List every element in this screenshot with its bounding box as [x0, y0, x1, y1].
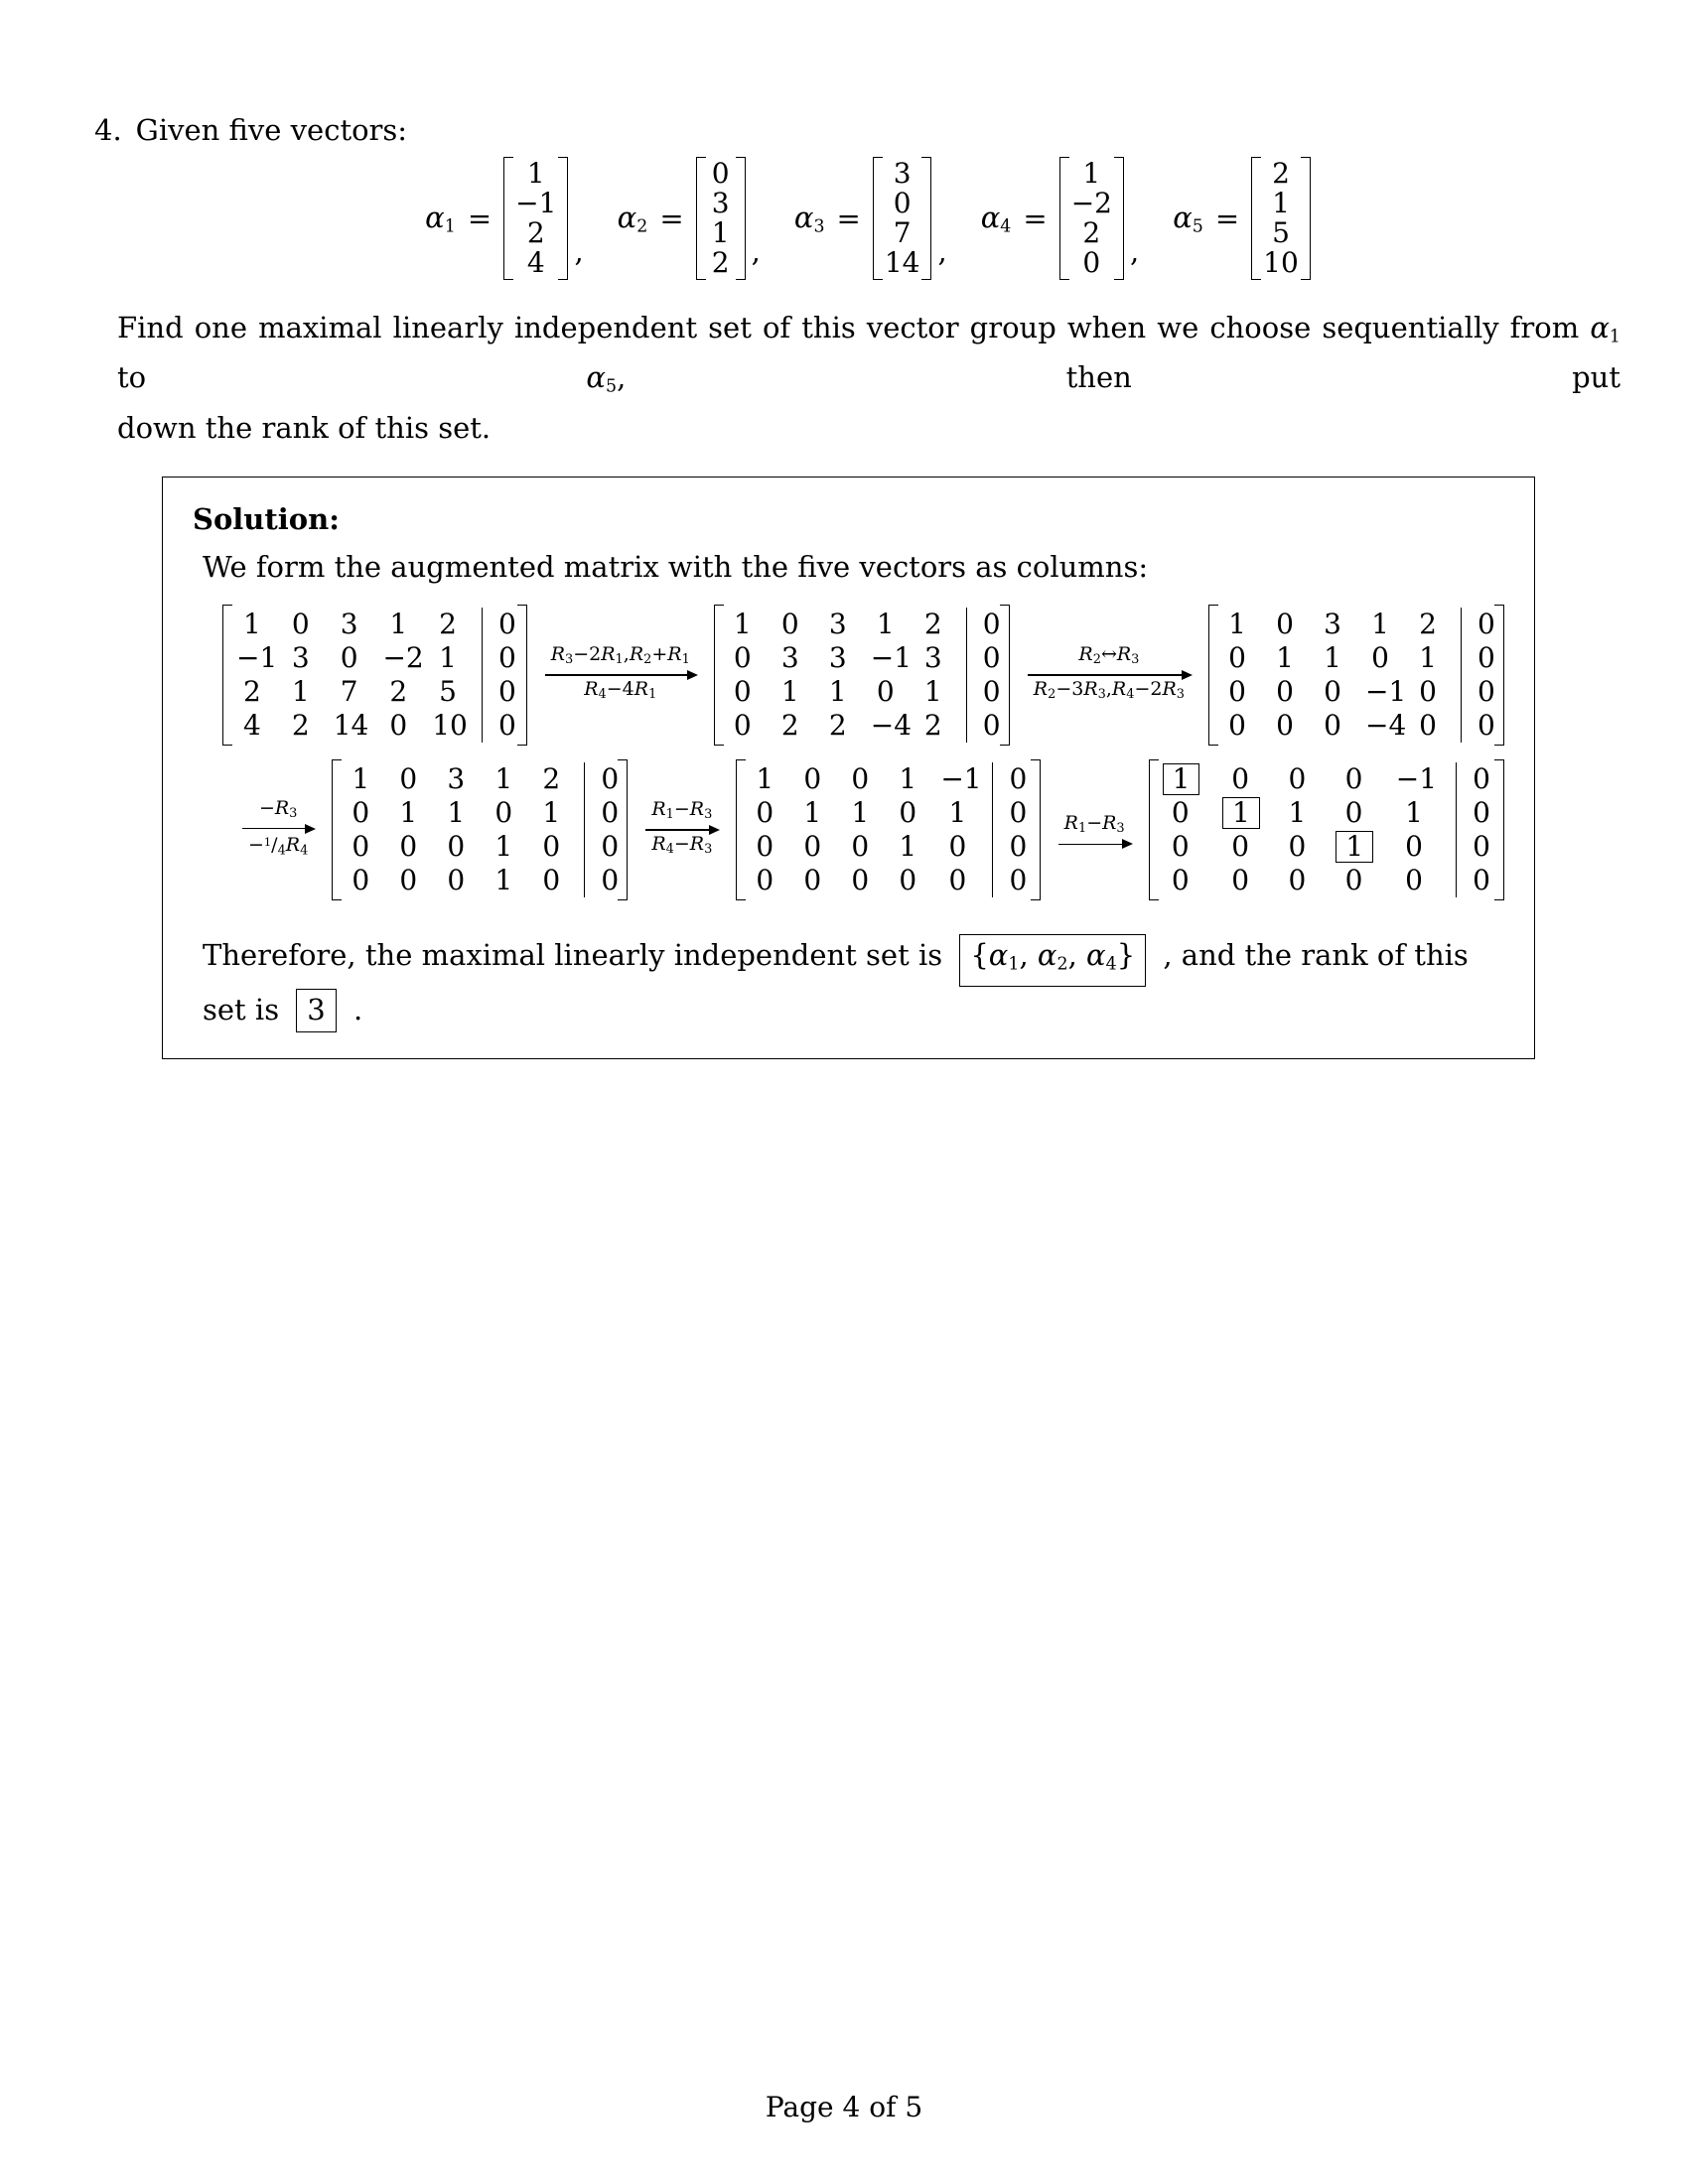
matrix-entry: 0: [1461, 608, 1490, 641]
matrix-entry: 0: [851, 761, 870, 795]
matrix-step-row-1: [222, 603, 1504, 748]
matrix-entry: 2: [439, 607, 457, 640]
comma-separator: ,: [1129, 234, 1140, 268]
comma-separator: ,: [937, 234, 947, 268]
matrix-entry: 1: [447, 795, 466, 829]
matrix-entry: 2: [1272, 157, 1290, 190]
matrix-entry: 0: [542, 863, 561, 896]
matrix-entry: 0: [1456, 762, 1490, 796]
row-op-label-top: $R_2\leftrightarrow R_3$: [1078, 643, 1140, 668]
matrix-entry: 0: [992, 864, 1026, 897]
conclusion-suffix: .: [352, 993, 363, 1027]
matrix-entry: 0: [992, 830, 1026, 864]
matrix-entry: 3: [828, 640, 847, 674]
equals-sign: =: [1214, 202, 1240, 235]
vector-name: $\alpha_2$: [617, 200, 648, 237]
matrix-entry: 0: [756, 829, 774, 863]
vector-definitions: [117, 155, 1618, 282]
matrix-entry: 2: [542, 761, 561, 795]
problem-header: [94, 0, 1688, 145]
matrix-entry: 0: [584, 796, 614, 830]
matrix-entry: 1: [733, 607, 752, 640]
solution-heading: Solution:: [193, 501, 340, 536]
matrix-entry: 0: [389, 708, 408, 742]
matrix-entry: 0: [1231, 829, 1250, 863]
matrix-entry: 1: [1272, 187, 1290, 219]
matrix-entry: 10: [432, 708, 468, 742]
matrix-entry: 0: [352, 863, 370, 896]
matrix-entry: 0: [1171, 795, 1190, 829]
matrix-entry: 0: [1456, 796, 1490, 830]
matrix-entry: 1: [780, 674, 799, 708]
matrix-entry: 14: [884, 246, 920, 279]
vector-name: $\alpha_3$: [793, 200, 825, 237]
matrix-entry: 0: [352, 829, 370, 863]
matrix-entry: 1: [876, 607, 895, 640]
matrix-entry: 0: [1231, 863, 1250, 896]
row-op-label-bottom: $-^1/_4R_4$: [248, 834, 309, 859]
column-vector-4: [1059, 155, 1124, 282]
matrix-entry: 3: [340, 607, 358, 640]
matrix-entry: 1: [828, 674, 847, 708]
matrix-entry: 1: [494, 863, 513, 896]
augmented-matrix-1-3: [1208, 603, 1504, 748]
arrow-shaft: [1028, 674, 1191, 676]
matrix-entry: 2: [242, 674, 261, 708]
matrix-entry: 0: [893, 187, 912, 219]
vector-name: $\alpha_1$: [425, 200, 456, 237]
matrix-entry: 0: [1276, 674, 1294, 708]
matrix-entry: 14: [333, 708, 369, 742]
row-op-label-top: $R_1-R_3$: [651, 798, 713, 823]
arrow-shaft: [242, 828, 314, 830]
matrix-entry: 1: [1324, 640, 1341, 674]
matrix-entry: 0: [1276, 708, 1294, 742]
matrix-entry: 0: [1228, 708, 1246, 742]
vector-definition-1: [425, 155, 568, 282]
matrix-step-row-2: [240, 757, 1504, 902]
matrix-entry: 7: [893, 216, 912, 249]
matrix-entry: 1: [542, 795, 561, 829]
matrix-entry: −2: [382, 640, 424, 674]
matrix-entry: 0: [399, 863, 418, 896]
matrix-entry: 0: [1324, 708, 1341, 742]
matrix-entry: 0: [1461, 675, 1490, 709]
matrix-entry: 2: [389, 674, 408, 708]
equals-sign: =: [836, 202, 861, 235]
matrix-entry: 1: [1419, 640, 1437, 674]
matrix-entry: 0: [584, 762, 614, 796]
matrix-entry: 0: [482, 608, 513, 641]
matrix-entry: 0: [584, 830, 614, 864]
matrix-entry: 0: [948, 863, 967, 896]
vector-definition-5: [1173, 155, 1311, 282]
question-text: [117, 308, 1620, 449]
row-op-label-bottom: $R_4-R_3$: [651, 832, 713, 858]
vector-definition-4: [981, 155, 1124, 282]
matrix-entry: 1: [803, 795, 822, 829]
matrix-entry: 1: [711, 216, 730, 249]
matrix-entry: 0: [1371, 640, 1389, 674]
matrix-entry: 0: [482, 675, 513, 709]
row-op-arrow: [543, 643, 698, 706]
column-vector-1: [503, 155, 568, 282]
matrix-entry: 0: [1082, 246, 1101, 279]
column-vector-5: [1251, 155, 1311, 282]
answer-rank-box: 3: [296, 989, 336, 1032]
matrix-entry: 1: [1371, 607, 1389, 640]
row-reduction-steps: [193, 603, 1504, 902]
matrix-entry: 0: [1228, 640, 1246, 674]
matrix-entry: 2: [526, 216, 545, 249]
matrix-entry: 1: [494, 761, 513, 795]
matrix-entry: 5: [1272, 216, 1290, 249]
matrix-entry: 0: [851, 829, 870, 863]
matrix-entry: 0: [447, 829, 466, 863]
matrix-entry: 1: [439, 640, 457, 674]
matrix-entry: 0: [733, 674, 752, 708]
conclusion-line: [203, 932, 1504, 1032]
matrix-entry: 0: [1405, 829, 1423, 863]
vector-definition-2: [618, 155, 746, 282]
matrix-entry: 0: [756, 795, 774, 829]
conclusion-mid: , and the rank of this set is: [203, 937, 1469, 1027]
row-op-arrow: [643, 798, 720, 861]
matrix-entry: 7: [340, 674, 358, 708]
matrix-entry: 0: [711, 157, 730, 190]
matrix-entry: 3: [711, 187, 730, 219]
matrix-entry: 0: [756, 863, 774, 896]
matrix-entry: 0: [482, 709, 513, 743]
matrix-entry: 3: [923, 640, 942, 674]
matrix-entry: 0: [399, 829, 418, 863]
column-vector-3: [873, 155, 932, 282]
matrix-entry: 1: [1082, 157, 1101, 190]
matrix-entry: 1: [242, 607, 261, 640]
equals-sign: =: [1023, 202, 1048, 235]
row-op-arrow: [1026, 643, 1193, 706]
matrix-entry: −4: [870, 708, 913, 742]
question-line-1: Find one maximal linearly independent set of this vector group when we choose sequentially from $\alpha_1$ to $\alpha_5$, then put: [117, 311, 1620, 397]
matrix-entry: 0: [851, 863, 870, 896]
matrix-entry: −2: [1070, 187, 1112, 219]
matrix-entry: −1: [515, 187, 557, 219]
augmented-matrix-1-2: [714, 603, 1010, 748]
row-op-arrow: [240, 797, 316, 863]
matrix-entry: −1: [940, 761, 982, 795]
matrix-entry: 1: [526, 157, 545, 190]
matrix-entry: −1: [1395, 761, 1438, 795]
matrix-entry: 3: [828, 607, 847, 640]
matrix-entry: 1: [756, 761, 774, 795]
solution-intro: We form the augmented matrix with the five vectors as columns:: [203, 549, 1149, 584]
matrix-entry: 0: [966, 641, 996, 675]
matrix-entry: 3: [291, 640, 310, 674]
matrix-entry: 0: [803, 863, 822, 896]
problem-intro: Given five vectors:: [135, 113, 408, 147]
matrix-entry: 0: [948, 829, 967, 863]
matrix-entry: 0: [1276, 607, 1294, 640]
comma-separator: ,: [574, 234, 584, 268]
matrix-entry: 1: [923, 674, 942, 708]
matrix-entry: 1: [399, 795, 418, 829]
matrix-entry: 2: [923, 607, 942, 640]
matrix-entry: 0: [803, 829, 822, 863]
comma-separator: ,: [751, 234, 761, 268]
matrix-entry: 0: [1344, 863, 1363, 896]
matrix-entry: 0: [966, 608, 996, 641]
matrix-entry: 0: [899, 863, 917, 896]
matrix-entry: 1: [1228, 607, 1246, 640]
matrix-entry: 2: [1082, 216, 1101, 249]
equals-sign: =: [467, 202, 492, 235]
matrix-entry: 0: [992, 796, 1026, 830]
matrix-entry: 3: [1324, 607, 1341, 640]
page-footer: Page 4 of 5: [765, 2091, 923, 2123]
matrix-entry: 1: [1276, 640, 1294, 674]
row-op-arrow: [1056, 812, 1133, 847]
matrix-entry: 0: [1461, 641, 1490, 675]
matrix-entry: 0: [876, 674, 895, 708]
matrix-entry: −1: [1365, 674, 1407, 708]
matrix-entry: −1: [870, 640, 913, 674]
matrix-entry: 0: [1288, 761, 1307, 795]
matrix-entry: 0: [1344, 795, 1363, 829]
matrix-entry: 0: [803, 761, 822, 795]
augmented-matrix-1-1: [222, 603, 527, 748]
arrow-shaft: [1058, 844, 1131, 846]
pivot-boxed-entry: 1: [1222, 797, 1260, 829]
solution-box: [162, 477, 1535, 1059]
matrix-entry: 0: [352, 795, 370, 829]
matrix-entry: 2: [711, 246, 730, 279]
matrix-entry: 1: [1405, 795, 1423, 829]
matrix-entry: 1: [1288, 795, 1307, 829]
matrix-entry: 3: [447, 761, 466, 795]
row-op-label-top: $R_1-R_3$: [1063, 812, 1125, 837]
matrix-entry: 3: [780, 640, 799, 674]
matrix-entry: 0: [340, 640, 358, 674]
matrix-entry: 0: [542, 829, 561, 863]
vector-name: $\alpha_5$: [1173, 200, 1203, 237]
matrix-entry: 0: [733, 640, 752, 674]
matrix-entry: 0: [1419, 708, 1437, 742]
matrix-entry: 0: [1171, 829, 1190, 863]
row-op-label-bottom: $R_2-3R_3,R_4-2R_3$: [1033, 677, 1185, 703]
matrix-entry: 10: [1263, 246, 1299, 279]
matrix-entry: 0: [399, 761, 418, 795]
pivot-boxed-entry: 1: [1336, 831, 1373, 863]
matrix-entry: 1: [899, 829, 917, 863]
matrix-entry: 1: [851, 795, 870, 829]
matrix-entry: 0: [1461, 709, 1490, 743]
arrow-shaft: [645, 829, 718, 831]
equals-sign: =: [659, 202, 684, 235]
matrix-entry: 0: [1456, 830, 1490, 864]
matrix-entry: 0: [291, 607, 310, 640]
question-line-2: down the rank of this set.: [117, 410, 492, 445]
matrix-entry: 0: [1228, 674, 1246, 708]
matrix-entry: 2: [923, 708, 942, 742]
matrix-entry: 0: [1231, 761, 1250, 795]
matrix-entry: 1: [389, 607, 408, 640]
matrix-entry: 0: [1419, 674, 1437, 708]
matrix-entry: 2: [1419, 607, 1437, 640]
matrix-entry: [1222, 796, 1258, 830]
matrix-entry: 1: [494, 829, 513, 863]
matrix-entry: 1: [948, 795, 967, 829]
problem-number: 4.: [94, 113, 122, 147]
matrix-entry: 0: [1405, 863, 1423, 896]
vector-definition-3: [794, 155, 932, 282]
matrix-entry: 4: [242, 708, 261, 742]
matrix-entry: −1: [236, 640, 278, 674]
matrix-entry: 1: [352, 761, 370, 795]
matrix-entry: 0: [1324, 674, 1341, 708]
matrix-entry: 2: [780, 708, 799, 742]
matrix-entry: 0: [966, 675, 996, 709]
conclusion-prefix: Therefore, the maximal linearly independent set is: [203, 937, 943, 972]
matrix-entry: [1336, 830, 1371, 864]
vector-name: $\alpha_4$: [980, 200, 1012, 237]
row-op-label-top: $R_3-2R_1,R_2+R_1$: [550, 643, 690, 668]
pivot-boxed-entry: 1: [1163, 763, 1200, 795]
matrix-entry: 3: [893, 157, 912, 190]
augmented-matrix-2-2: [736, 757, 1040, 902]
augmented-matrix-2-3: [1149, 757, 1504, 902]
row-op-label-top: $-R_3$: [258, 796, 298, 821]
matrix-entry: 1: [291, 674, 310, 708]
matrix-entry: 0: [1344, 761, 1363, 795]
matrix-entry: 0: [733, 708, 752, 742]
row-op-label-bottom: $R_4-4R_1$: [584, 677, 657, 703]
column-vector-2: [696, 155, 746, 282]
matrix-entry: 0: [966, 709, 996, 743]
matrix-entry: 0: [1288, 829, 1307, 863]
matrix-entry: 2: [828, 708, 847, 742]
matrix-entry: 0: [1171, 863, 1190, 896]
matrix-entry: [1163, 762, 1198, 796]
matrix-entry: 0: [899, 795, 917, 829]
matrix-entry: 0: [494, 795, 513, 829]
matrix-entry: 0: [584, 864, 614, 897]
matrix-entry: 5: [439, 674, 457, 708]
matrix-entry: 2: [291, 708, 310, 742]
matrix-entry: 1: [899, 761, 917, 795]
matrix-entry: −4: [1365, 708, 1407, 742]
arrow-shaft: [545, 674, 696, 676]
matrix-entry: 0: [447, 863, 466, 896]
answer-set-box: {$\alpha_1$, $\alpha_2$, $\alpha_4$}: [959, 934, 1146, 987]
matrix-entry: 0: [1288, 863, 1307, 896]
matrix-entry: 0: [1456, 864, 1490, 897]
matrix-entry: 4: [526, 246, 545, 279]
matrix-entry: 0: [992, 762, 1026, 796]
matrix-entry: 0: [482, 641, 513, 675]
matrix-entry: 0: [780, 607, 799, 640]
augmented-matrix-2-1: [332, 757, 628, 902]
